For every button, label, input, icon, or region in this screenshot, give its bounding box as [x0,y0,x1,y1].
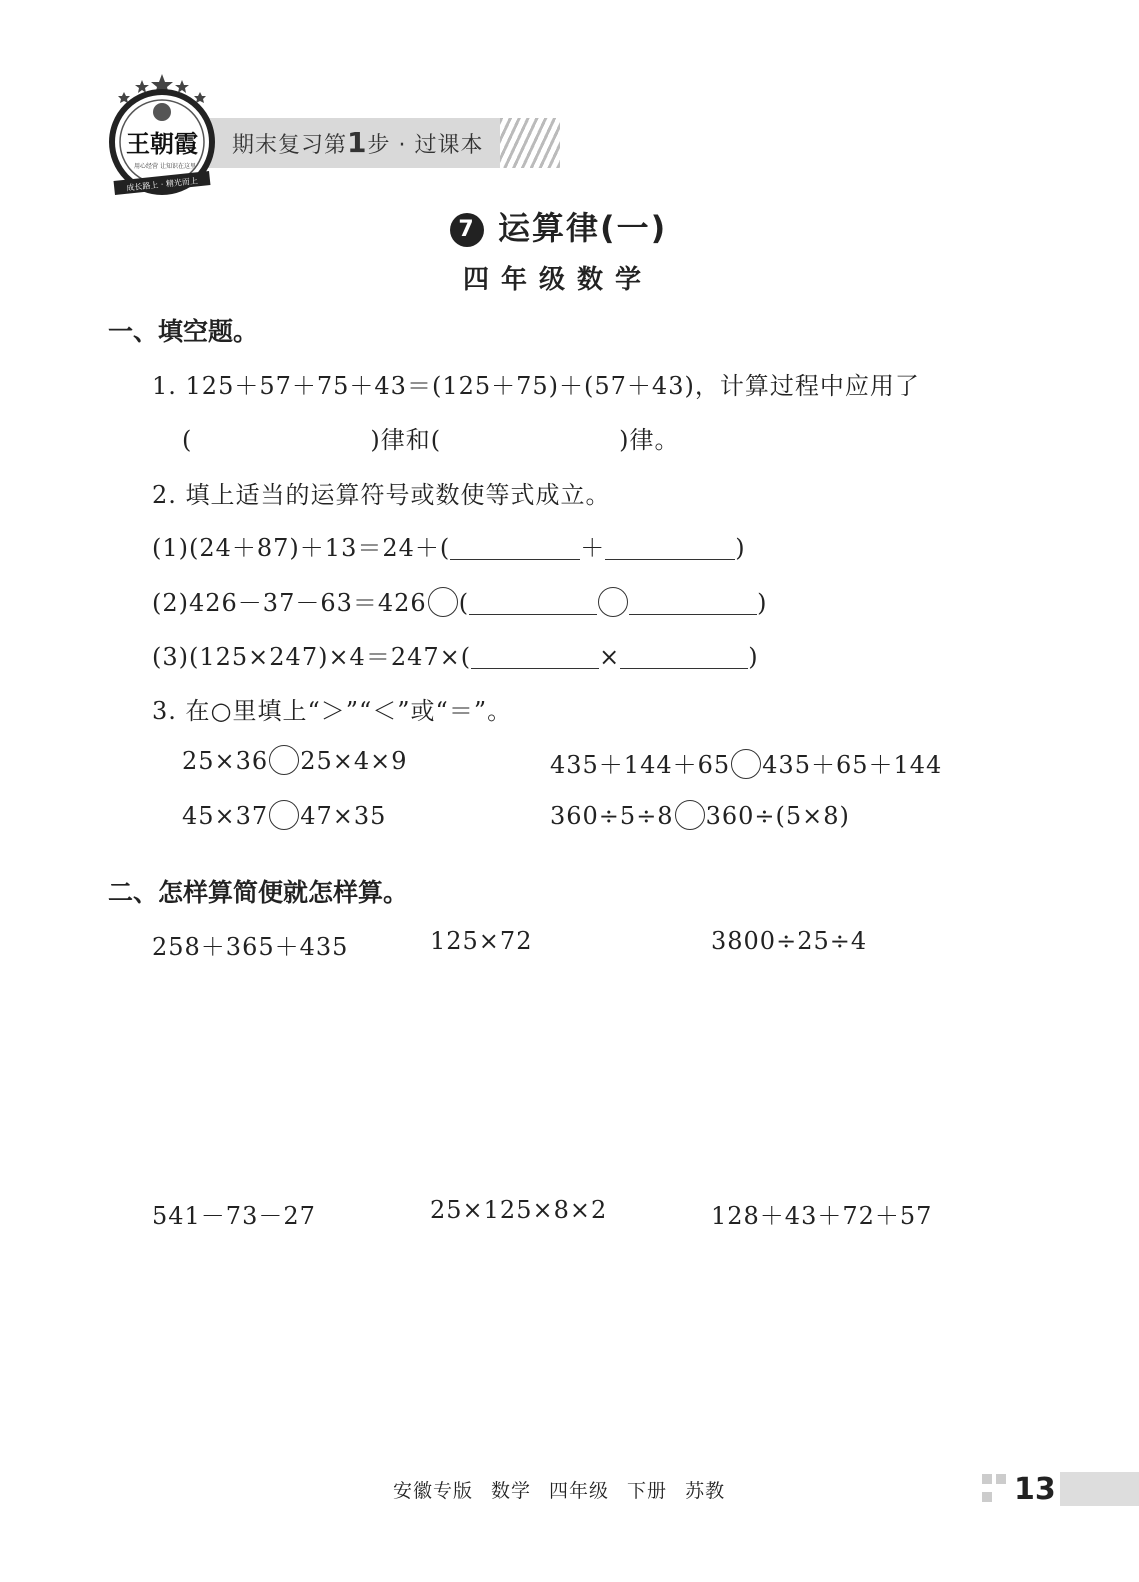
q3-item2: 435＋144＋65 435＋65＋144 [550,751,943,779]
q2-2-blank-b[interactable] [629,590,757,615]
q2-2-circle-a[interactable] [428,587,458,617]
q3-item3: 45×37 47×35 [182,802,387,830]
q1-line1: 1. 125＋57＋75＋43＝(125＋75)＋(57＋43)，计算过程中应用了 [152,372,920,400]
page-number: 13 [1014,1472,1056,1507]
q3-item4: 360÷5÷8 360÷(5×8) [550,802,850,830]
q3-circle-4[interactable] [675,800,705,830]
q2-prompt: 2. 填上适当的运算符号或数使等式成立。 [152,481,611,509]
q1-line2: ( )律和( )律。 [182,426,680,454]
section2-heading: 二、怎样算简便就怎样算。 [108,878,409,907]
q3-item1: 25×36 25×4×9 [182,747,408,775]
svg-text:让知识在这里: 让知识在这里 [159,163,197,170]
q2-1-blank-b[interactable] [605,535,735,560]
footer-deco [982,1492,992,1502]
q2-item3: (3)(125×247)×4＝247×( × ) [152,643,759,671]
banner-stripes [500,118,560,168]
banner-text: 期末复习第1步 · 过课本 [232,126,484,159]
q3-prompt: 3. 在○里填上“＞”“＜”或“＝”。 [152,697,513,725]
q2-3-blank-a[interactable] [471,644,599,669]
brand-logo [104,70,220,200]
q3-circle-2[interactable] [731,749,761,779]
subtitle: 四年级数学 [463,265,654,295]
lesson-title: 7 运算律(一) [450,203,667,249]
lesson-number: 7 [450,213,484,247]
section1-heading: 一、填空题。 [108,317,259,346]
calc-expr: 541－73－27 [152,1202,316,1230]
calc-expr: 25×125×8×2 [430,1196,608,1224]
page-bar [1060,1472,1139,1506]
footer-info: 安徽专版 数学 四年级 下册 苏教 [393,1480,726,1502]
logo-name: 王朝霞 [126,129,198,158]
q2-1-blank-a[interactable] [450,535,580,560]
footer-deco [996,1474,1006,1484]
q3-circle-3[interactable] [269,800,299,830]
svg-text:成长路上 · 精光而上: 成长路上 · 精光而上 [126,176,199,193]
footer-deco [982,1474,992,1484]
svg-text:用心经营: 用心经营 [133,163,159,170]
q3-circle-1[interactable] [269,745,299,775]
calc-expr: 258＋365＋435 [152,933,349,961]
q2-2-blank-a[interactable] [469,590,597,615]
q2-item2: (2)426－37－63＝426 ( ) [152,589,768,617]
calc-expr: 125×72 [430,927,533,955]
calc-expr: 3800÷25÷4 [711,927,868,955]
q2-item1: (1)(24＋87)＋13＝24＋( ＋ ) [152,534,746,562]
q2-3-blank-b[interactable] [620,644,748,669]
q2-2-circle-b[interactable] [598,587,628,617]
calc-expr: 128＋43＋72＋57 [711,1202,933,1230]
